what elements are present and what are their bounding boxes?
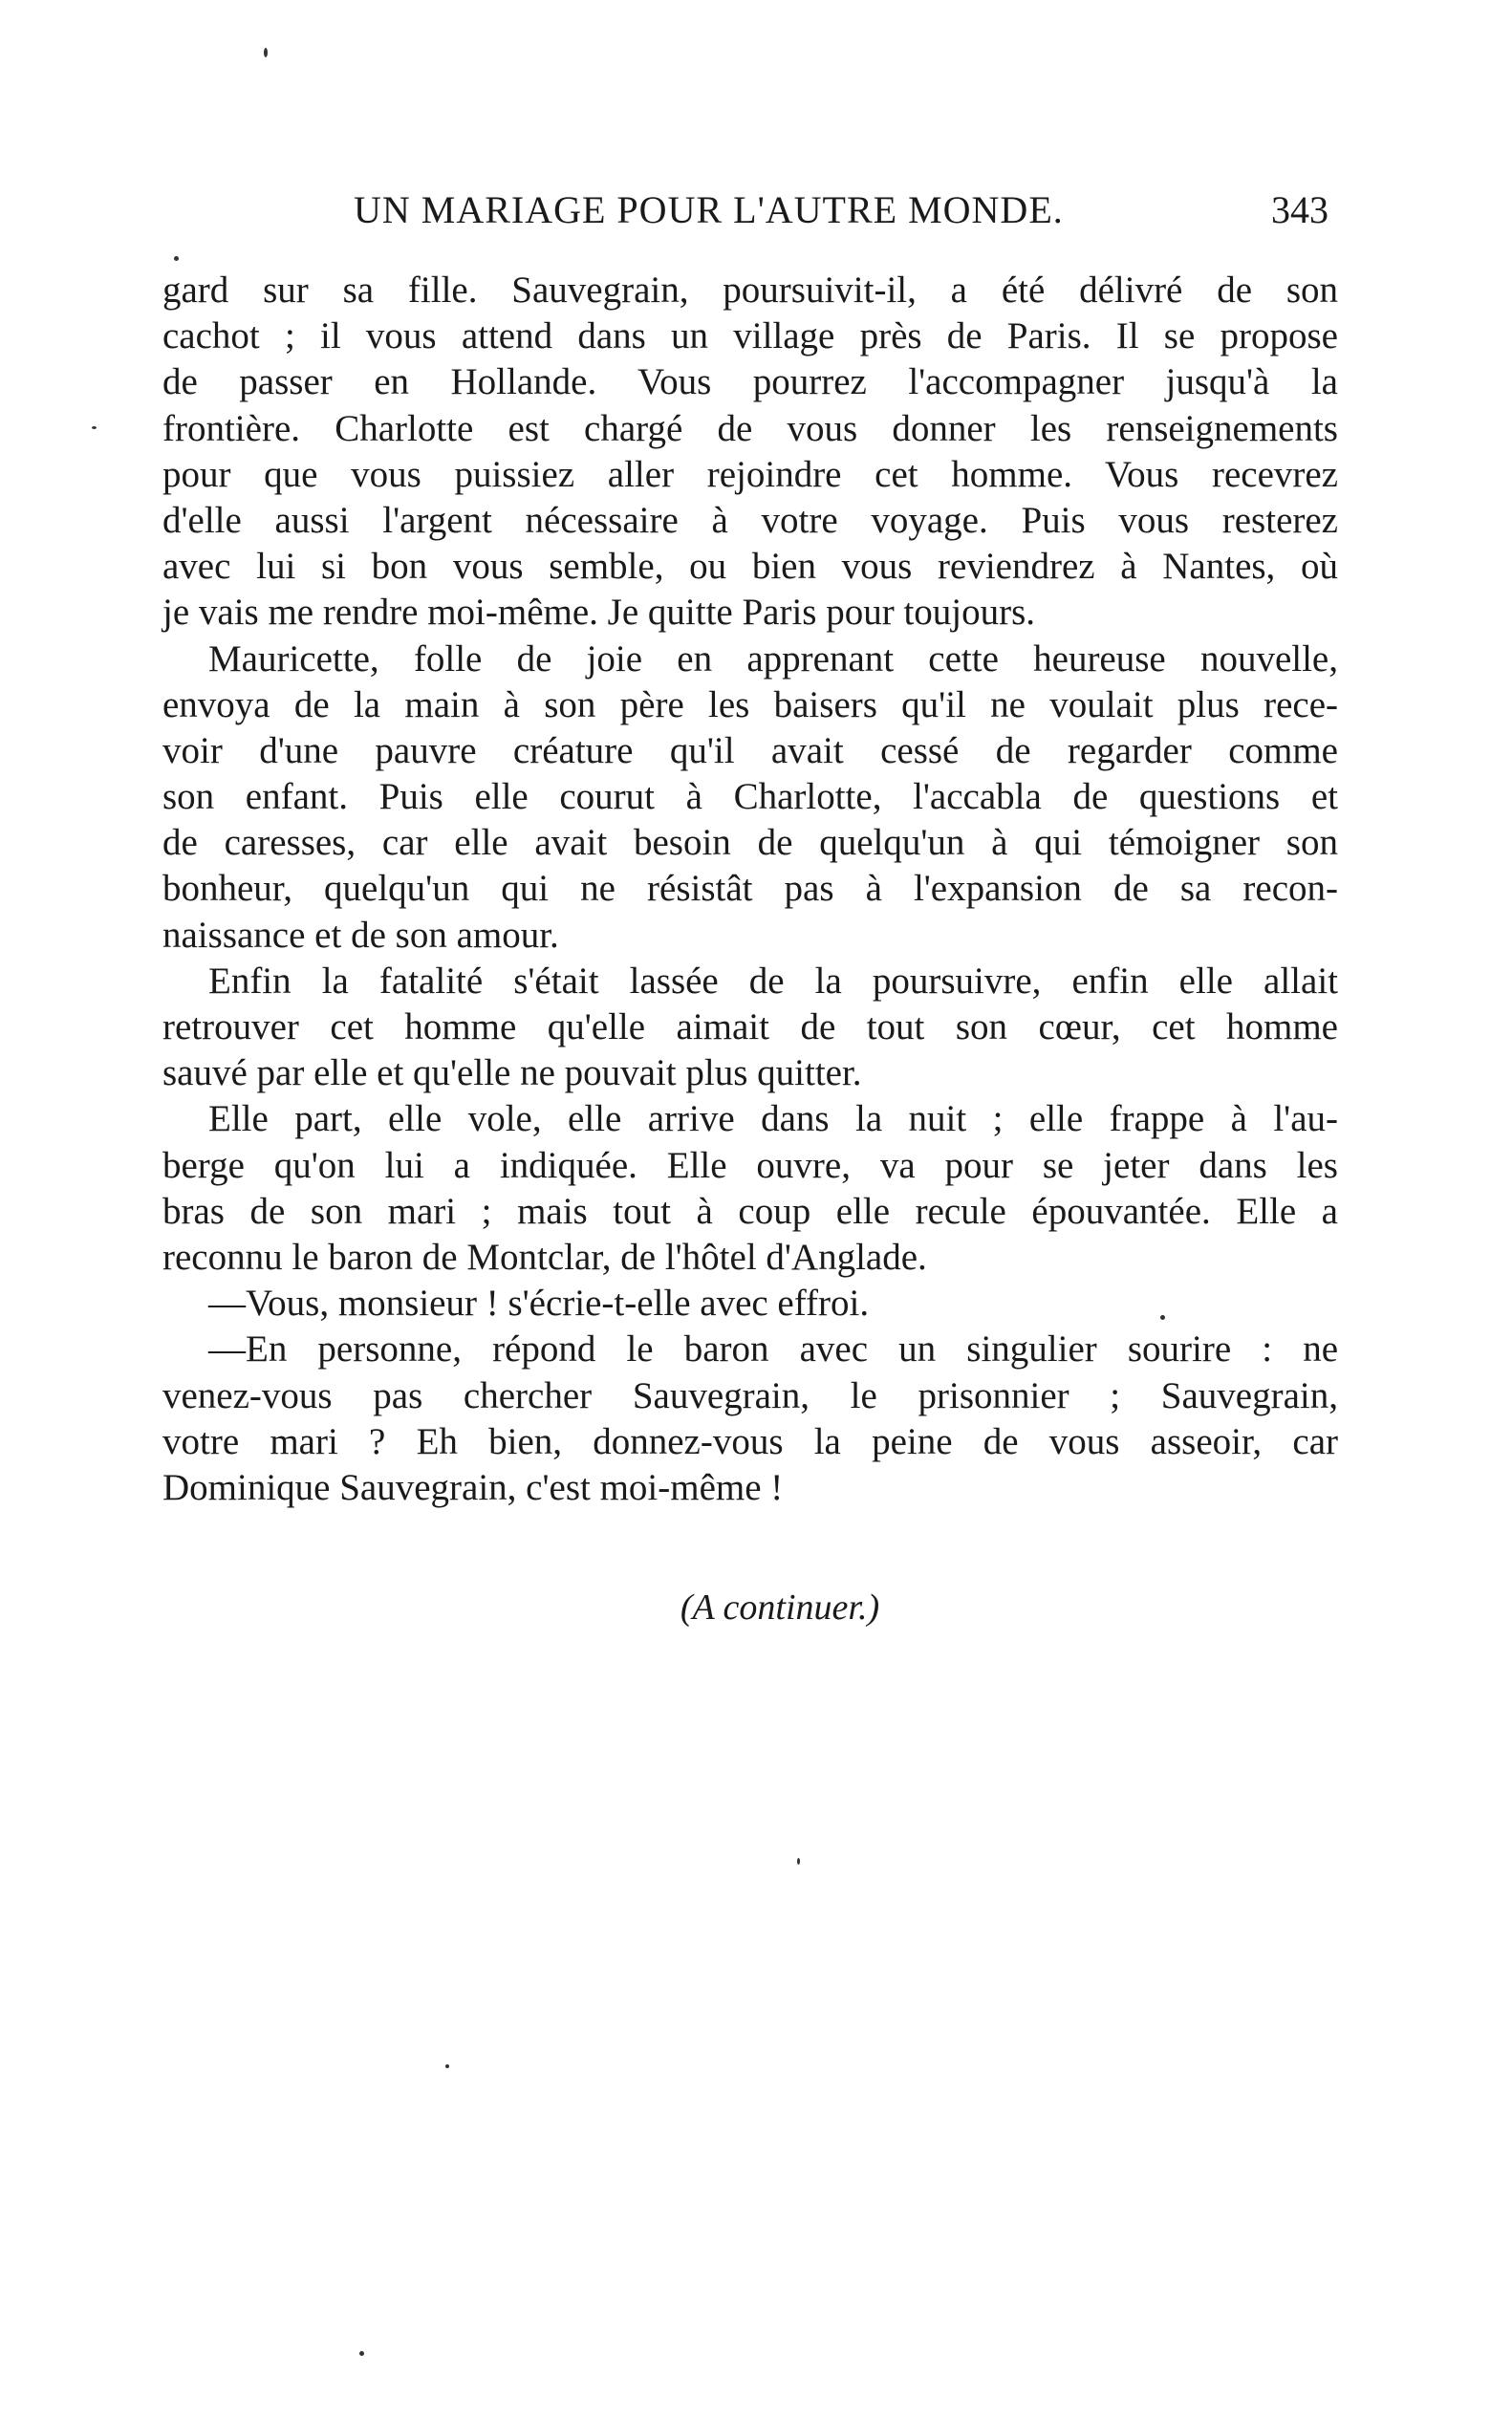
text-line: avec lui si bon vous semble, ou bien vous reviendrez à Nantes, où <box>162 546 1338 588</box>
text-line: de passer en Hollande. Vous pourrez l'accompagner jusqu'à la <box>162 361 1338 403</box>
page-number: 343 <box>1271 188 1328 231</box>
text-line: d'elle aussi l'argent nécessaire à votre voyage. Puis vous resterez <box>162 499 1338 541</box>
text-line: naissance et de son amour. <box>162 914 559 956</box>
text-line: votre mari ? Eh bien, donnez-vous la peine de vous asseoir, car <box>162 1420 1338 1462</box>
scan-speck <box>1160 1315 1165 1320</box>
paragraph <box>162 959 1338 1097</box>
continuation-text: (A continuer.) <box>680 1587 880 1628</box>
text-line: voir d'une pauvre créature qu'il avait cessé de regarder comme <box>162 729 1338 771</box>
text-line: cachot ; il vous attend dans un village près de Paris. Il se propose <box>162 315 1338 357</box>
scan-speck <box>174 256 179 261</box>
text-line: Dominique Sauvegrain, c'est moi-même ! <box>162 1466 784 1508</box>
scan-speck <box>445 2064 449 2068</box>
scan-speck <box>797 1858 800 1865</box>
scan-speck <box>264 48 268 57</box>
text-line: je vais me rendre moi-même. Je quitte Paris pour toujours. <box>162 592 1036 634</box>
text-line: Mauricette, folle de joie en apprenant cette heureuse nouvelle, <box>208 637 1338 680</box>
paragraph <box>162 268 1338 637</box>
paragraph <box>162 1281 1338 1327</box>
text-line: bras de son mari ; mais tout à coup elle recule épouvantée. Elle a <box>162 1190 1338 1232</box>
text-line: frontière. Charlotte est chargé de vous donner les renseignements <box>162 407 1338 449</box>
scan-speck <box>359 2351 364 2356</box>
text-line: reconnu le baron de Montclar, de l'hôtel d'Anglade. <box>162 1236 927 1278</box>
text-line: —En personne, répond le baron avec un singulier sourire : ne <box>208 1328 1338 1371</box>
text-line: —Vous, monsieur ! s'écrie-t-elle avec effroi. <box>208 1283 870 1325</box>
text-line: retrouver cet homme qu'elle aimait de tout son cœur, cet homme <box>162 1006 1338 1047</box>
text-line: berge qu'on lui a indiquée. Elle ouvre, va pour se jeter dans les <box>162 1144 1338 1186</box>
continuation-note <box>0 1587 1512 1629</box>
scan-speck <box>92 426 97 429</box>
text-line: de caresses, car elle avait besoin de quelqu'un à qui témoigner son <box>162 822 1338 864</box>
text-line: gard sur sa fille. Sauvegrain, poursuivit-il, a été délivré de son <box>162 270 1338 311</box>
text-line: envoya de la main à son père les baisers qu'il ne voulait plus rece- <box>162 683 1338 725</box>
text-line: pour que vous puissiez aller rejoindre cet homme. Vous recevrez <box>162 453 1338 495</box>
text-line: sauvé par elle et qu'elle ne pouvait plus quitter. <box>162 1052 862 1094</box>
text-line: bonheur, quelqu'un qui ne résistât pas à l'expansion de sa recon- <box>162 868 1338 910</box>
running-title: UN MARIAGE POUR L'AUTRE MONDE. <box>354 188 1064 231</box>
text-line: Enfin la fatalité s'était lassée de la poursuivre, enfin elle allait <box>208 960 1338 1002</box>
text-line: venez-vous pas chercher Sauvegrain, le prisonnier ; Sauvegrain, <box>162 1374 1338 1416</box>
paragraph <box>162 1096 1338 1281</box>
paragraph <box>162 637 1338 959</box>
paragraph <box>162 1327 1338 1511</box>
running-head <box>354 187 1328 241</box>
body-text <box>162 268 1338 1511</box>
text-line: Elle part, elle vole, elle arrive dans la nuit ; elle frappe à l'au- <box>208 1098 1338 1140</box>
text-line: son enfant. Puis elle courut à Charlotte, l'accabla de questions et <box>162 776 1338 818</box>
